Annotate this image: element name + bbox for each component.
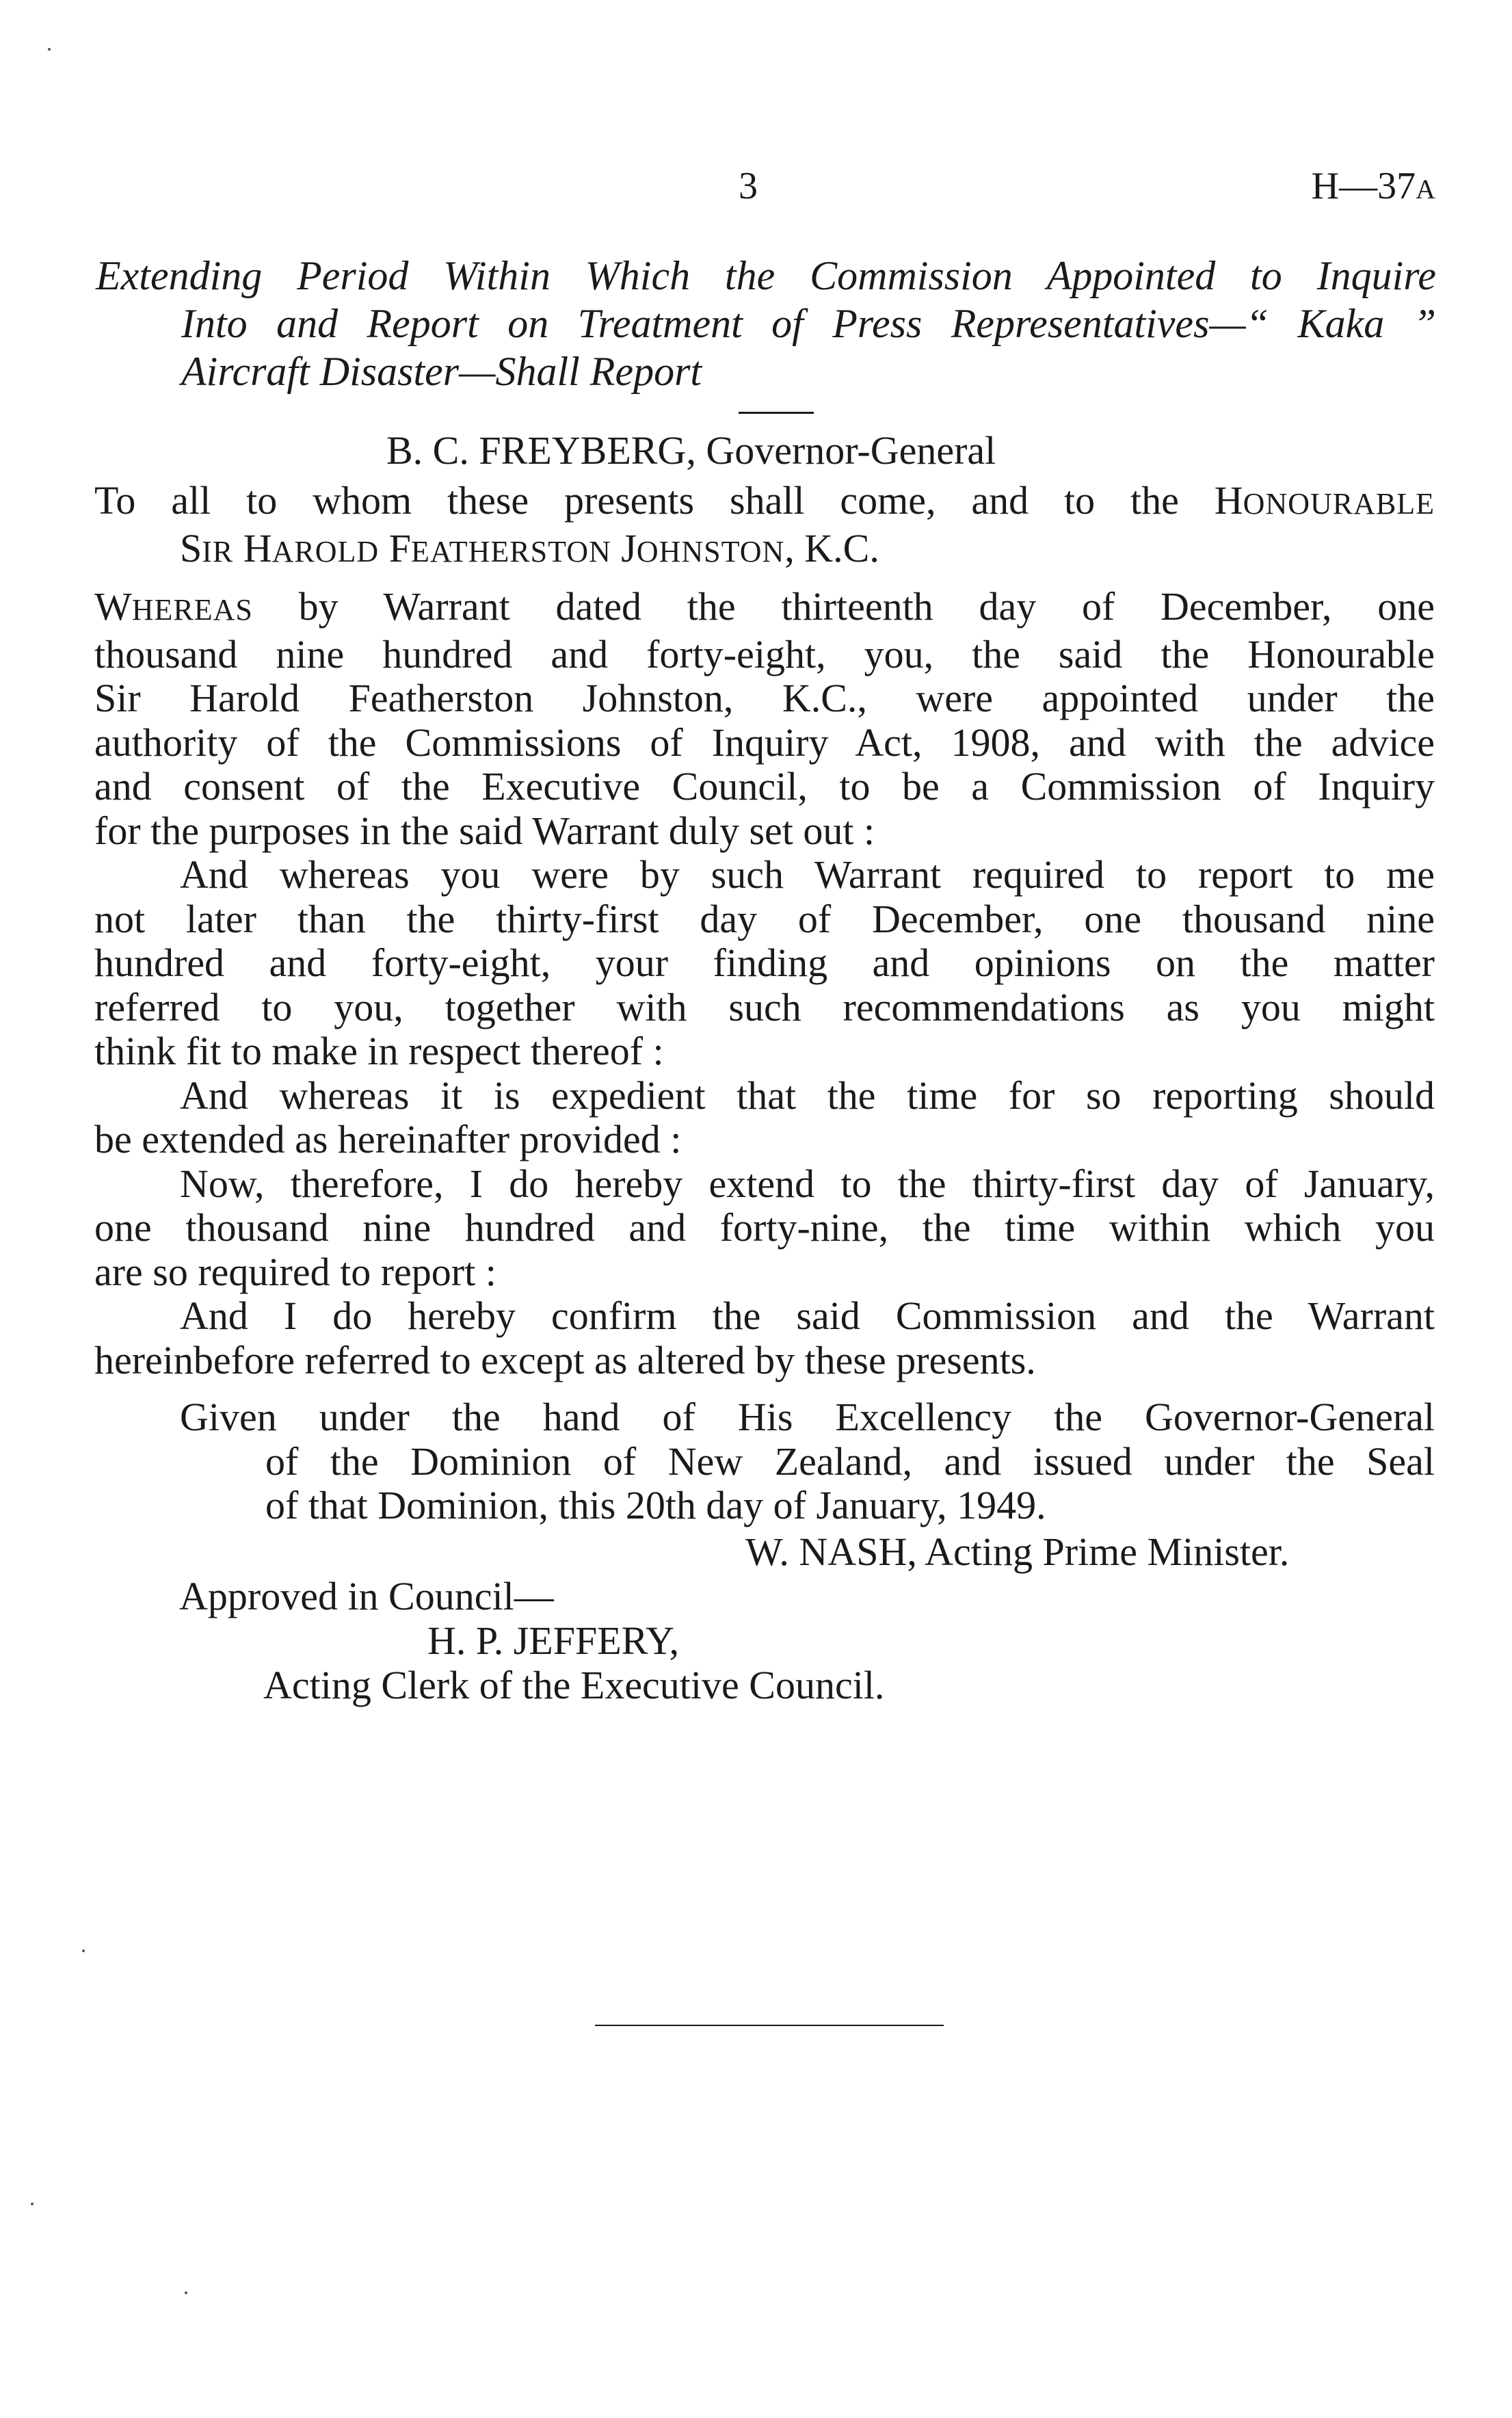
governor-general-signature: B. C. FREYBERG, Governor-General xyxy=(386,428,996,473)
recital-line-1-text: by Warrant dated the thirteenth day of December, one xyxy=(298,584,1435,629)
given-under-block xyxy=(94,1395,1435,1528)
scan-speck xyxy=(48,48,51,51)
johnston-rest: OHNSTON xyxy=(636,534,785,568)
scan-speck xyxy=(31,2203,34,2205)
featherston-rest: EATHERSTON xyxy=(410,534,611,568)
page-number: 3 xyxy=(739,165,758,207)
recital-line-2: thousand nine hundred and forty-eight, you, the said the Honourable xyxy=(94,631,1435,676)
document-code xyxy=(1312,164,1435,208)
recital-line-16: are so required to report : xyxy=(94,1249,496,1294)
document-title xyxy=(96,252,1436,395)
honourable-initial: H xyxy=(1214,478,1243,523)
addressee-line-2 xyxy=(94,527,1435,575)
recitals-block xyxy=(94,585,1435,1382)
recital-line-15: one thousand nine hundred and forty-nine, the time within which you xyxy=(94,1205,1435,1250)
given-line-1: Given under the hand of His Excellency the Governor-General xyxy=(180,1395,1435,1439)
recital-line-9: hundred and forty-eight, your finding and opinions on the matter xyxy=(94,941,1435,985)
recital-line-12: And whereas it is expedient that the time for so reporting should xyxy=(180,1073,1435,1118)
recital-line-4: authority of the Commissions of Inquiry Act, 1908, and with the advice xyxy=(94,720,1435,765)
clerk-title: Acting Clerk of the Executive Council. xyxy=(263,1663,885,1707)
document-code-main: H—37 xyxy=(1311,165,1416,207)
recital-line-8: not later than the thirty-first day of December, one thousand nine xyxy=(94,896,1435,941)
recital-line-1 xyxy=(94,585,1435,633)
document-code-suffix: A xyxy=(1416,174,1435,205)
johnston-initial: J xyxy=(621,525,637,570)
recital-line-14: Now, therefore, I do hereby extend to the thirty-first day of January, xyxy=(180,1161,1435,1206)
sir-initial: S xyxy=(180,525,202,570)
title-line-2: Into and Report on Treatment of Press Representatives—“ Kaka ” xyxy=(181,301,1436,346)
closing-rule xyxy=(595,2025,944,2026)
recital-line-3: Sir Harold Featherston Johnston, K.C., were appointed under the xyxy=(94,676,1435,720)
title-divider xyxy=(739,412,814,414)
harold-rest: AROLD xyxy=(271,534,380,568)
addressee-line-1 xyxy=(94,479,1435,527)
recital-line-6: for the purposes in the said Warrant duly set out : xyxy=(94,808,875,853)
recital-line-18: hereinbefore referred to except as altered by these presents. xyxy=(94,1337,1036,1382)
recital-line-10: referred to you, together with such recommendations as you might xyxy=(94,984,1435,1029)
clerk-name: H. P. JEFFERY, xyxy=(427,1618,680,1663)
given-line-3: of that Dominion, this 20th day of January, 1949. xyxy=(265,1483,1046,1527)
honourable-rest: ONOURABLE xyxy=(1243,487,1435,521)
sir-rest: IR xyxy=(202,534,234,568)
whereas-initial: W xyxy=(94,584,132,629)
title-line-3: Aircraft Disaster—Shall Report xyxy=(181,349,702,394)
recital-line-7: And whereas you were by such Warrant required to report to me xyxy=(180,852,1435,897)
harold-initial: H xyxy=(243,525,272,570)
whereas-rest: HEREAS xyxy=(131,593,253,627)
given-line-2: of the Dominion of New Zealand, and issued under the Seal xyxy=(265,1438,1435,1484)
addressee-text: To all to whom these presents shall come, and to the xyxy=(94,478,1179,523)
featherston-initial: F xyxy=(388,525,411,570)
recital-line-13: be extended as hereinafter provided : xyxy=(94,1117,682,1161)
addressee-block xyxy=(94,479,1435,574)
kc-suffix: , K.C. xyxy=(784,525,879,570)
approved-in-council: Approved in Council— xyxy=(179,1574,554,1618)
prime-minister-signature: W. NASH, Acting Prime Minister. xyxy=(745,1529,1290,1574)
scan-speck xyxy=(185,2291,187,2294)
scan-speck xyxy=(82,1949,85,1952)
recital-line-17: And I do hereby confirm the said Commission and the Warrant xyxy=(180,1293,1435,1338)
recital-line-5: and consent of the Executive Council, to be a Commission of Inquiry xyxy=(94,764,1435,809)
title-line-1: Extending Period Within Which the Commission Appointed to Inquire xyxy=(96,253,1436,298)
recital-line-11: think fit to make in respect thereof : xyxy=(94,1029,664,1073)
